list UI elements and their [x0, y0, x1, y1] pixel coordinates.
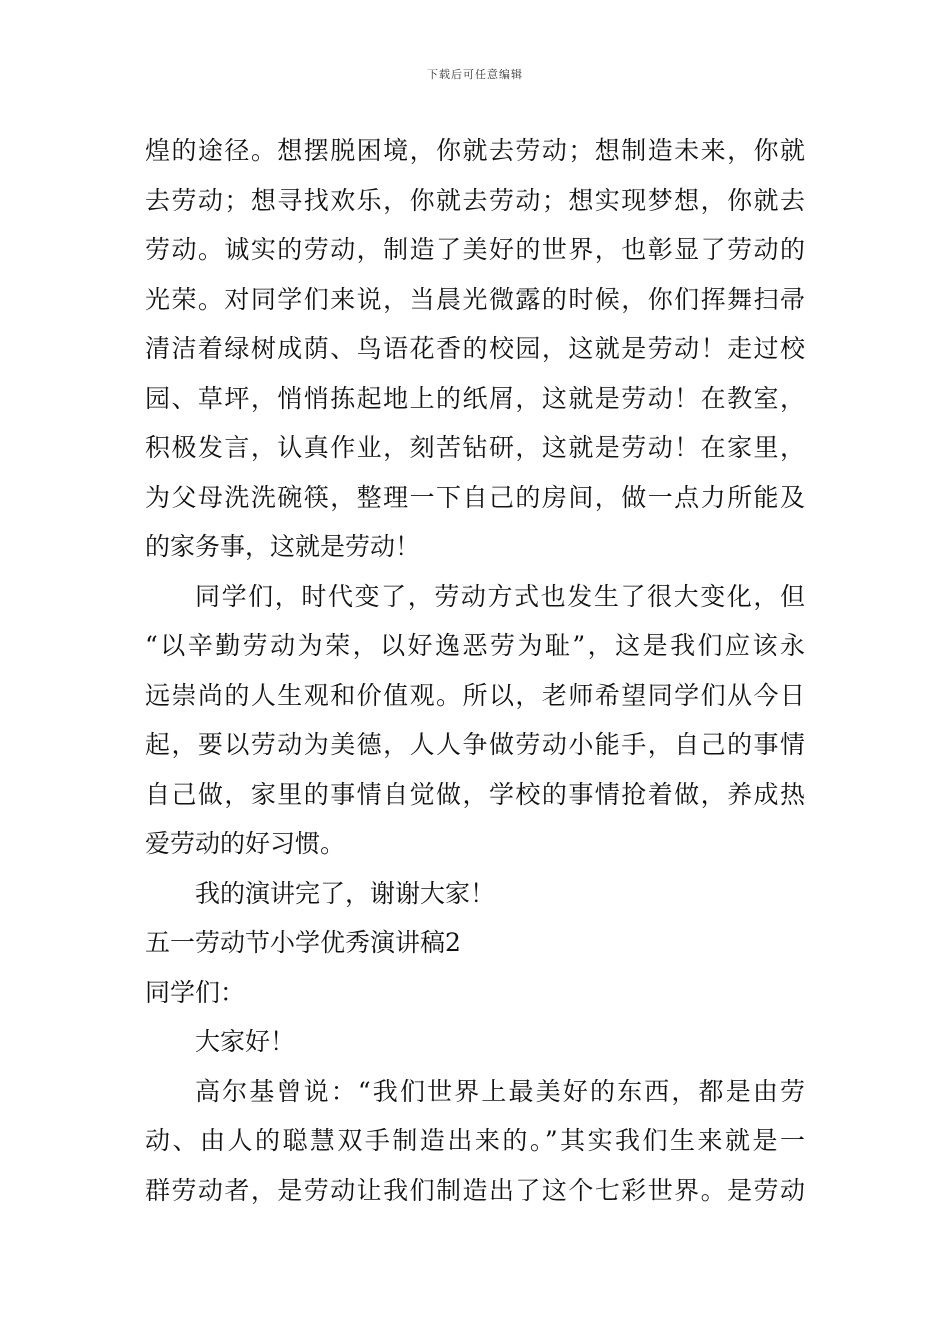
text-line: 清洁着绿树成荫、鸟语花香的校园，这就是劳动！走过校: [145, 334, 805, 363]
greeting: 大家好！: [195, 1027, 296, 1056]
document-body: [145, 126, 805, 1215]
text-line: 起，要以劳动为美德，人人争做劳动小能手，自己的事情: [145, 730, 805, 759]
text-line: 爱劳动的好习惯。: [145, 829, 346, 858]
text-line: 同学们，时代变了，劳动方式也发生了很大变化，但: [195, 581, 805, 611]
text-line: 园、草坪，悄悄拣起地上的纸屑，这就是劳动！在教室，: [145, 383, 805, 413]
text-line: 群劳动者，是劳动让我们制造出了这个七彩世界。是劳动: [145, 1175, 805, 1205]
text-line: 高尔基曾说：“我们世界上最美好的东西，都是由劳: [195, 1076, 805, 1106]
section-title: 五一劳动节小学优秀演讲稿2: [145, 928, 461, 957]
text-line: 光荣。对同学们来说，当晨光微露的时候，你们挥舞扫帚: [145, 284, 805, 314]
text-line: 远崇尚的人生观和价值观。所以，老师希望同学们从今日: [145, 680, 805, 710]
text-line: 的家务事，这就是劳动！: [145, 532, 421, 561]
text-line: 煌的途径。想摆脱困境，你就去劳动；想制造未来，你就: [145, 136, 805, 165]
text-line: 为父母洗洗碗筷，整理一下自己的房间，做一点力所能及: [145, 482, 805, 512]
text-line: 自己做，家里的事情自觉做，学校的事情抢着做，养成热: [145, 779, 805, 809]
salutation: 同学们：: [145, 977, 246, 1007]
text-line: 去劳动；想寻找欢乐，你就去劳动；想实现梦想，你就去: [145, 185, 805, 215]
text-line: 积极发言，认真作业，刻苦钻研，这就是劳动！在家里，: [145, 433, 805, 462]
text-line: 我的演讲完了，谢谢大家！: [195, 878, 496, 908]
text-line: 动、由人的聪慧双手制造出来的。”其实我们生来就是一: [145, 1126, 805, 1155]
text-line: “以辛勤劳动为荣，以好逸恶劳为耻”，这是我们应该永: [145, 631, 805, 660]
page-header-note: 下载后可任意编辑: [427, 68, 523, 81]
text-line: 劳动。诚实的劳动，制造了美好的世界，也彰显了劳动的: [145, 235, 805, 264]
